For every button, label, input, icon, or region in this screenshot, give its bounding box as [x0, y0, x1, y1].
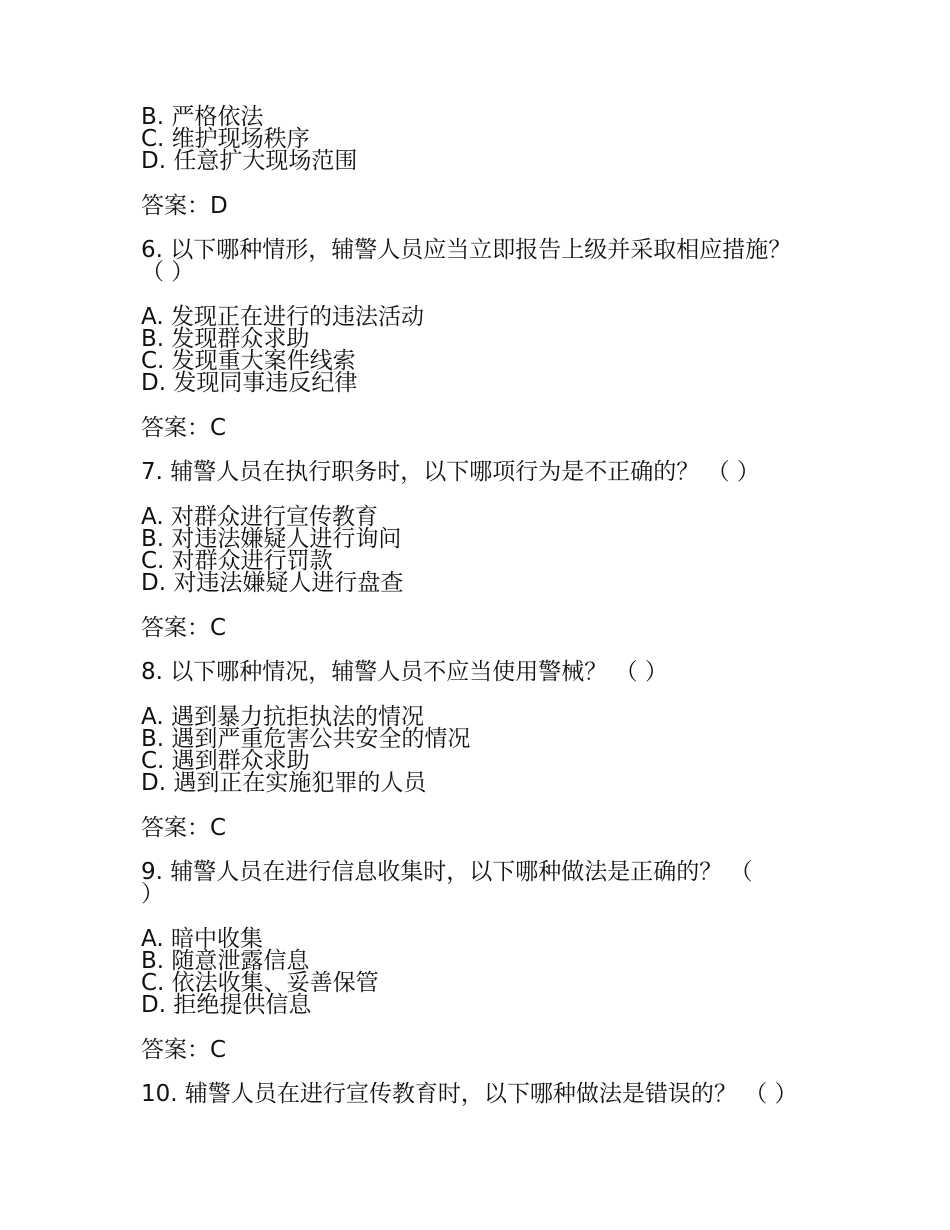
option: D. 任意扩大现场范围 [141, 148, 358, 174]
option: A. 发现正在进行的违法活动 [141, 304, 424, 330]
answer-line: 答案：C [141, 1037, 227, 1063]
option: A. 对群众进行宣传教育 [141, 504, 378, 530]
option: B. 遇到严重危害公共安全的情况 [141, 726, 471, 752]
option: D. 遇到正在实施犯罪的人员 [141, 770, 427, 796]
question-text: 6. 以下哪种情形，辅警人员应当立即报告上级并采取相应措施？ （ ） [141, 237, 792, 285]
option: B. 对违法嫌疑人进行询问 [141, 526, 402, 552]
option-list [141, 106, 811, 172]
option: C. 发现重大案件线索 [141, 348, 356, 374]
question-text: 8. 以下哪种情况，辅警人员不应当使用警械？ （ ） [141, 659, 668, 685]
question-block [141, 861, 811, 1061]
option: B. 随意泄露信息 [141, 948, 310, 974]
answer-line: 答案：C [141, 815, 227, 841]
option: D. 拒绝提供信息 [141, 992, 312, 1018]
option: C. 依法收集、妥善保管 [141, 970, 379, 996]
question-block [141, 461, 811, 639]
question-block [141, 239, 811, 439]
question-text: 9. 辅警人员在进行信息收集时，以下哪种做法是正确的？ （ ） [141, 859, 753, 907]
question-text: 7. 辅警人员在执行职务时，以下哪项行为是不正确的？ （ ） [141, 459, 760, 485]
option: D. 对违法嫌疑人进行盘查 [141, 570, 404, 596]
question-block [141, 661, 811, 839]
option: C. 遇到群众求助 [141, 748, 310, 774]
question-block [141, 1083, 811, 1105]
option: D. 发现同事违反纪律 [141, 370, 358, 396]
question-text: 10. 辅警人员在进行宣传教育时，以下哪种做法是错误的？ （ ） [141, 1081, 798, 1107]
option: B. 严格依法 [141, 104, 264, 130]
option: C. 维护现场秩序 [141, 126, 310, 152]
answer-line: 答案：C [141, 415, 227, 441]
answer-line: 答案：D [141, 193, 228, 219]
document-page [141, 106, 811, 1105]
option: A. 遇到暴力抗拒执法的情况 [141, 704, 424, 730]
option: C. 对群众进行罚款 [141, 548, 333, 574]
option: B. 发现群众求助 [141, 326, 310, 352]
answer-line: 答案：C [141, 615, 227, 641]
option: A. 暗中收集 [141, 926, 263, 952]
